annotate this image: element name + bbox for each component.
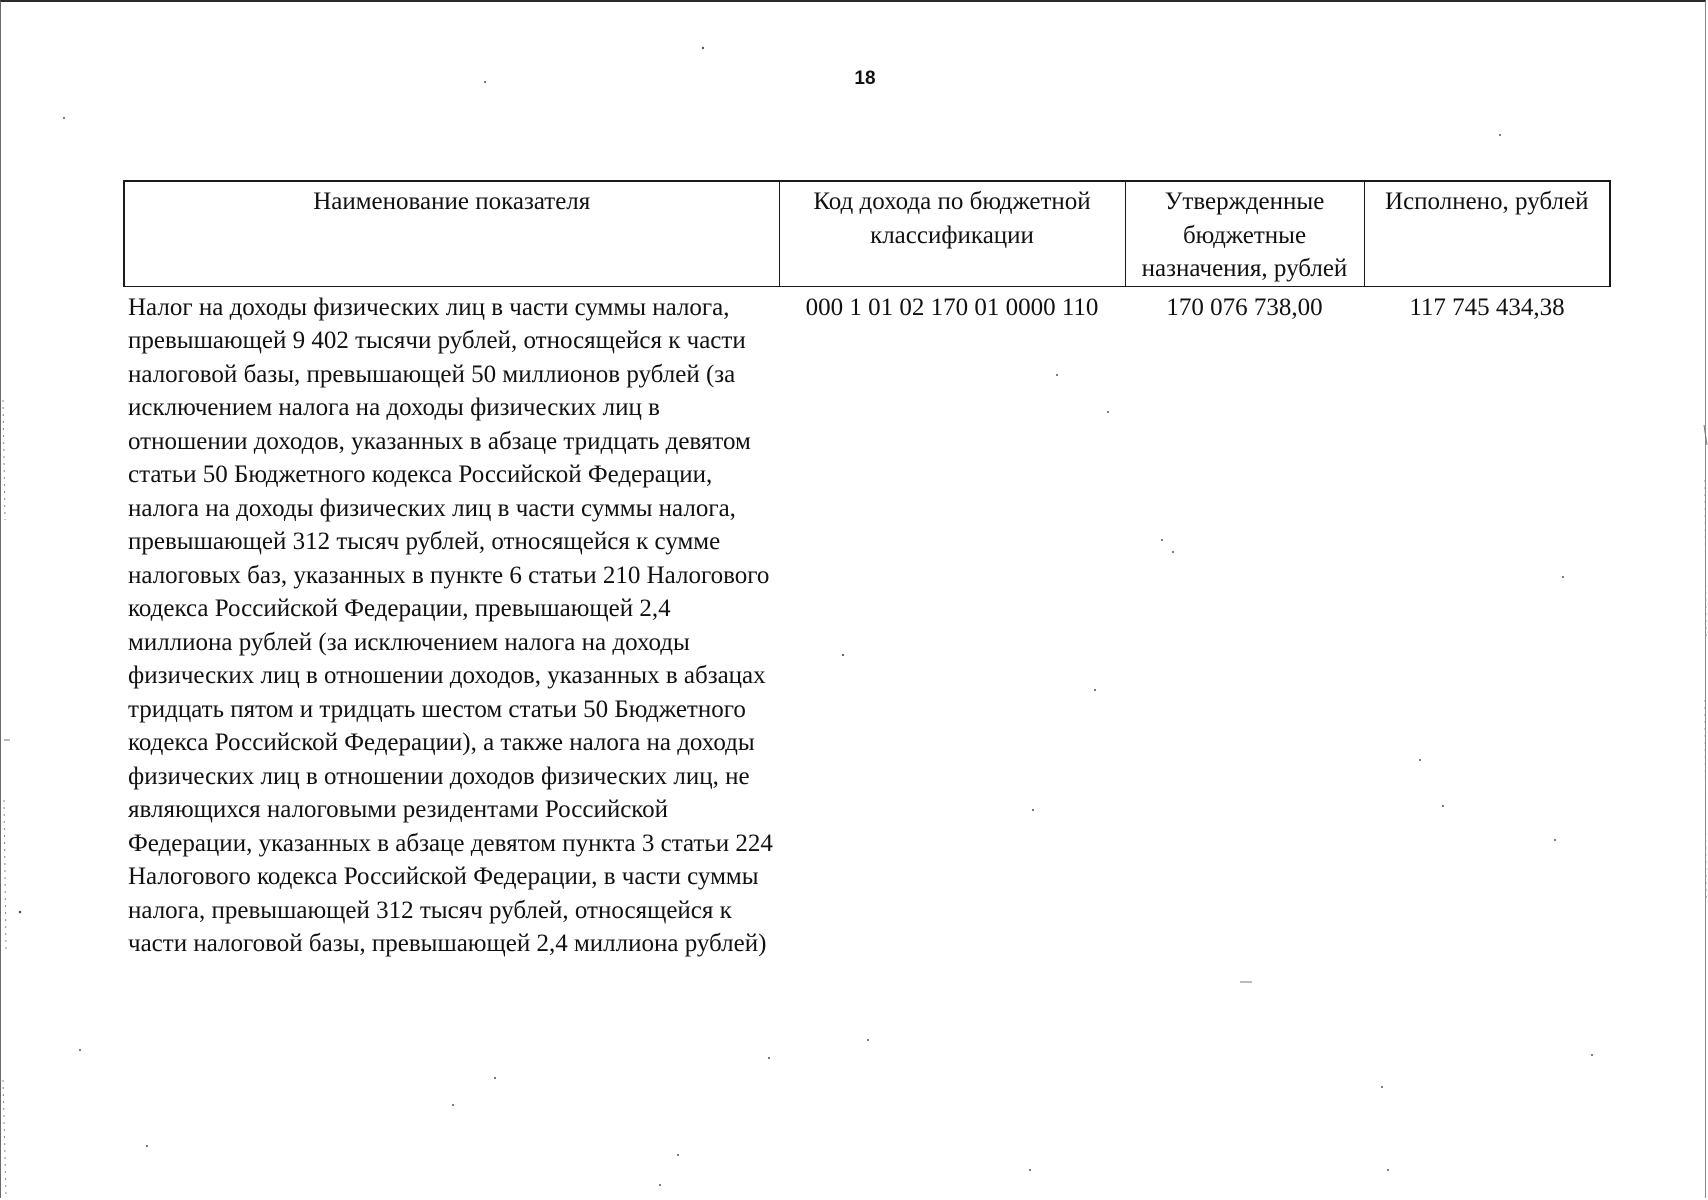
page-number: 18 [854, 68, 876, 89]
row-executed: 117 745 434,38 [1409, 293, 1565, 321]
revenue-table [123, 180, 1611, 961]
header-indicator-name: Наименование показателя [124, 181, 779, 286]
row-revenue-code: 000 1 01 02 170 01 0000 110 [805, 293, 1099, 321]
header-revenue-code: Код дохода по бюджетной классификации [779, 181, 1125, 286]
table-header-row [124, 181, 1610, 286]
row-approved-budget: 170 076 738,00 [1166, 293, 1323, 321]
header-executed: Исполнено, рублей [1364, 181, 1610, 286]
table-row [124, 286, 1610, 961]
header-approved-budget: Утвержденные бюджетные назначения, рублей [1125, 181, 1364, 286]
row-indicator-name: Налог на доходы физических лиц в части суммы налога, превышающей 9 402 тысячи рублей, относящейся к части налоговой базы, превышающей 50 миллионов рублей (за исключением налога на доходы физических лиц в отношении доходов, указанных в абзаце тридцать девятом статьи 50 Бюджетного кодекса Российской Федерации, налога на доходы физических лиц в части суммы налога, превышающей 312 тысяч рублей, относящейся к сумме налоговых баз, указанных в пункте 6 статьи 210 Налогового кодекса Российской Федерации, превышающей 2,4 миллиона рублей (за исключением налога на доходы физических лиц в отношении доходов, указанных в абзацах тридцать пятом и тридцать шестом статьи 50 Бюджетного кодекса Российской Федерации), а также налога на доходы физических лиц в отношении доходов физических лиц, не являющихся налоговыми резидентами Российской Федерации, указанных в абзаце девятом пункта 3 статьи 224 Налогового кодекса Российской Федерации, в части суммы налога, превышающей 312 тысяч рублей, относящейся к части налоговой базы, превышающей 2,4 миллиона рублей) [128, 293, 773, 957]
